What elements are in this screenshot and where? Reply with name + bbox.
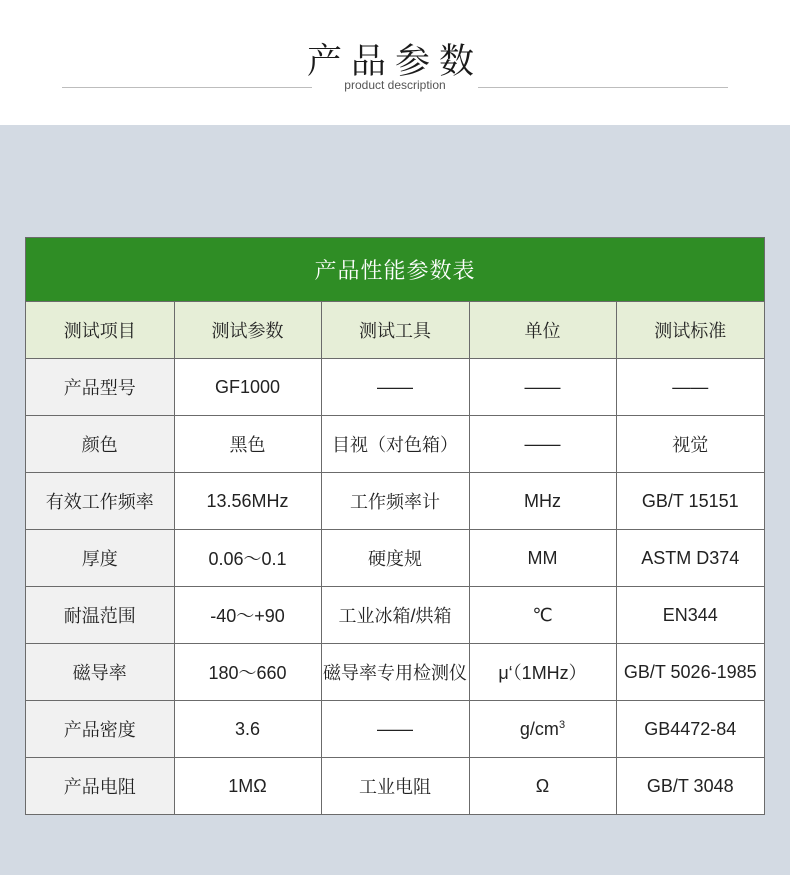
table-cell: GB/T 5026-1985 — [616, 644, 764, 701]
table-cell: 工业电阻 — [321, 758, 469, 815]
table-cell: μ‘（1MHz） — [469, 644, 616, 701]
table-cell: —— — [469, 359, 616, 416]
column-header: 测试标准 — [616, 302, 764, 359]
table-cell: GB/T 3048 — [616, 758, 764, 815]
table-cell: 180～660 — [174, 644, 321, 701]
table-cell: MM — [469, 530, 616, 587]
density-unit: g/cm — [519, 718, 559, 739]
table-cell: 工业冰箱/烘箱 — [321, 587, 469, 644]
table-cell: ASTM D374 — [616, 530, 764, 587]
table-cell: 工作频率计 — [321, 473, 469, 530]
table-cell: -40～+90 — [174, 587, 321, 644]
table-header-row — [26, 302, 764, 359]
divider-right — [478, 87, 728, 88]
table-cell: 颜色 — [26, 416, 174, 473]
column-header: 测试项目 — [26, 302, 174, 359]
table-cell: EN344 — [616, 587, 764, 644]
table-cell: —— — [616, 359, 764, 416]
page-title: 产品参数 — [306, 42, 483, 82]
table-cell: 产品密度 — [26, 701, 174, 758]
table-cell: MHz — [469, 473, 616, 530]
table-cell: 耐温范围 — [26, 587, 174, 644]
table-row — [26, 701, 764, 758]
table-row — [26, 473, 764, 530]
table-cell: 1MΩ — [174, 758, 321, 815]
table-cell: 3.6 — [174, 701, 321, 758]
table-row — [26, 758, 764, 815]
table-cell — [469, 701, 616, 758]
table-cell: 有效工作频率 — [26, 473, 174, 530]
table-cell: 黑色 — [174, 416, 321, 473]
table-cell: GB4472-84 — [616, 701, 764, 758]
table-cell: 目视（对色箱） — [321, 416, 469, 473]
table-cell: 13.56MHz — [174, 473, 321, 530]
page-subtitle: product description — [344, 78, 446, 92]
table-row — [26, 644, 764, 701]
table-cell: 0.06～0.1 — [174, 530, 321, 587]
table-cell: 磁导率 — [26, 644, 174, 701]
table-cell: 视觉 — [616, 416, 764, 473]
table-cell: 磁导率专用检测仪 — [321, 644, 469, 701]
table-cell: GB/T 15151 — [616, 473, 764, 530]
table-cell: 产品电阻 — [26, 758, 174, 815]
table-cell: —— — [321, 701, 469, 758]
table-cell: Ω — [469, 758, 616, 815]
table-cell: 产品型号 — [26, 359, 174, 416]
table-cell: —— — [469, 416, 616, 473]
column-header: 测试参数 — [174, 302, 321, 359]
table-row — [26, 359, 764, 416]
spec-table-container — [25, 237, 765, 815]
table-title: 产品性能参数表 — [26, 238, 764, 302]
table-row — [26, 587, 764, 644]
table-cell: GF1000 — [174, 359, 321, 416]
table-row — [26, 416, 764, 473]
table-cell: 硬度规 — [321, 530, 469, 587]
table-cell: 厚度 — [26, 530, 174, 587]
table-cell: ℃ — [469, 587, 616, 644]
table-row — [26, 530, 764, 587]
spec-table — [26, 302, 764, 814]
table-cell: —— — [321, 359, 469, 416]
page-header — [0, 0, 790, 125]
density-unit-exponent: 3 — [558, 718, 566, 731]
column-header: 单位 — [469, 302, 616, 359]
column-header: 测试工具 — [321, 302, 469, 359]
